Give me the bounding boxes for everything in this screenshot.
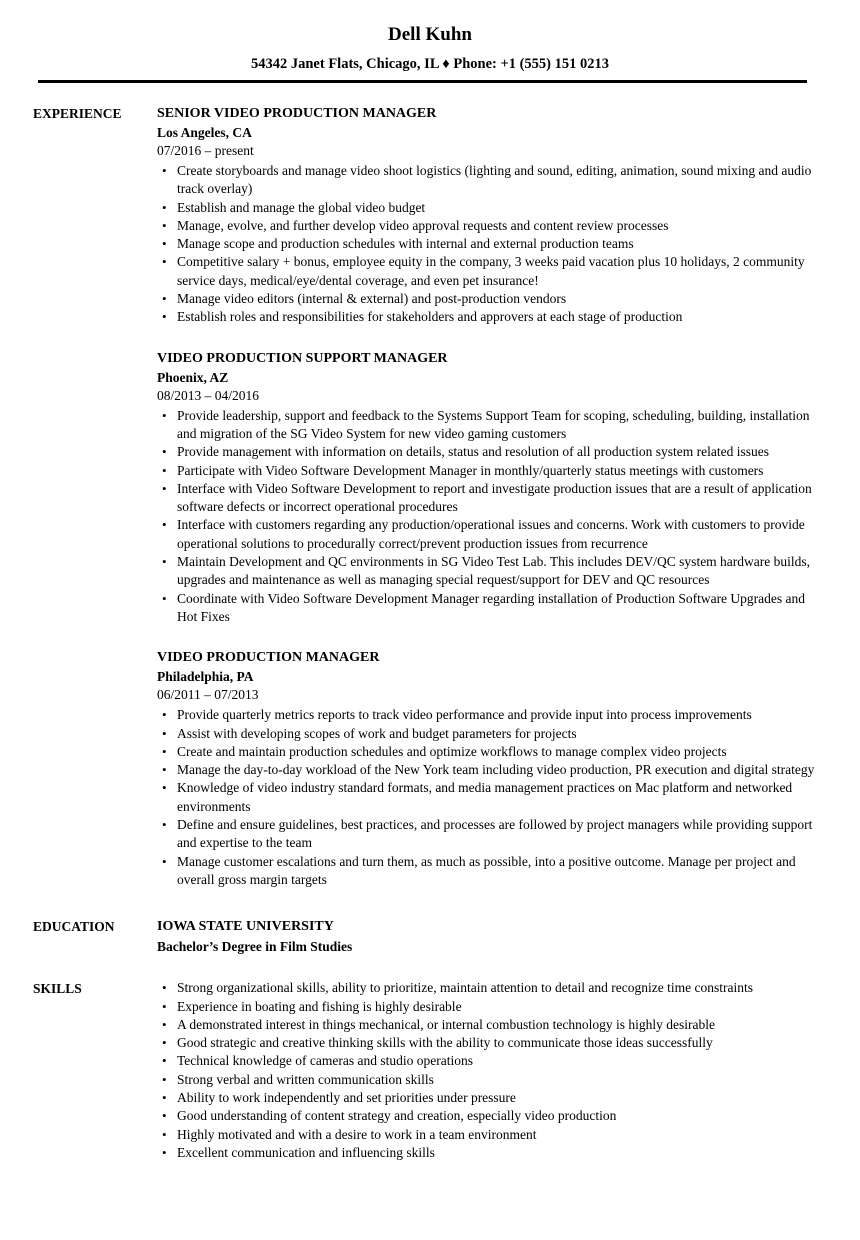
bullet-item: • A demonstrated interest in things mechanical, or internal combustion technology is highly desirable (177, 1016, 815, 1034)
bullet-item: • Strong verbal and written communication skills (177, 1071, 815, 1089)
bullet-item: • Highly motivated and with a desire to work in a team environment (177, 1126, 815, 1144)
header-divider (38, 80, 807, 83)
skills-content (157, 979, 860, 1162)
bullet-item: • Manage customer escalations and turn them, as much as possible, into a positive outcome. Manage per project and overall gross margin targets (177, 853, 815, 890)
bullet-item: • Establish and manage the global video budget (177, 199, 815, 217)
bullet-item: • Strong organizational skills, ability to prioritize, maintain attention to detail and recognize time constraints (177, 979, 815, 997)
bullet-item: • Coordinate with Video Software Development Manager regarding installation of Production Software Upgrades and Hot Fixes (177, 590, 815, 627)
job-location: Philadelphia, PA (157, 669, 254, 685)
bullet-item: • Manage video editors (internal & external) and post-production vendors (177, 290, 815, 308)
job-dates: 07/2016 – present (157, 143, 254, 158)
bullet-item: • Good understanding of content strategy and creation, especially video production (177, 1107, 815, 1125)
experience-section-label: EXPERIENCE (33, 106, 122, 121)
bullet-item: • Excellent communication and influencing skills (177, 1144, 815, 1162)
bullet-item: • Manage scope and production schedules with internal and external production teams (177, 235, 815, 253)
job-bullet-list (157, 162, 815, 327)
job-dates: 06/2011 – 07/2013 (157, 687, 259, 703)
bullet-item: • Experience in boating and fishing is highly desirable (177, 998, 815, 1016)
bullet-item: • Create storyboards and manage video shoot logistics (lighting and sound, editing, animation, sound mixing and audio track overlay) (177, 162, 815, 199)
education-section-label: EDUCATION (33, 919, 115, 935)
bullet-item: • Knowledge of video industry standard formats, and media management practices on Mac platform and networked environments (177, 779, 815, 816)
education-content (157, 917, 860, 957)
bullet-item: • Define and ensure guidelines, best practices, and processes are followed by project managers while providing support and expertise to the team (177, 816, 815, 853)
job-dates: 08/2013 – 04/2016 (157, 387, 260, 403)
job-title: SENIOR VIDEO PRODUCTION MANAGER (157, 106, 437, 121)
bullet-item: • Manage, evolve, and further develop video approval requests and content review processes (177, 217, 815, 235)
bullet-item: • Assist with developing scopes of work and budget parameters for projects (177, 725, 815, 743)
bullet-item: • Provide quarterly metrics reports to track video performance and provide input into process improvements (177, 706, 815, 724)
contact-line: 54342 Janet Flats, Chicago, IL ♦ Phone: +1 (555) 151 0213 (250, 56, 610, 72)
education-school: IOWA STATE UNIVERSITY (157, 919, 334, 935)
job-title: VIDEO PRODUCTION SUPPORT MANAGER (157, 350, 448, 366)
job-bullet-list (157, 407, 815, 627)
section-education (0, 917, 860, 957)
bullet-item: • Technical knowledge of cameras and studio operations (177, 1052, 815, 1070)
job-entry (157, 349, 815, 627)
bullet-item: • Provide leadership, support and feedback to the Systems Support Team for scoping, scheduling, building, installation and migration of the SG Video System for new video gaming customers (177, 407, 815, 444)
bullet-item: • Competitive salary + bonus, employee equity in the company, 3 weeks paid vacation plus 10 holidays, 2 community service days, medical/eye/dental coverage, and even pet insurance! (177, 253, 815, 290)
bullet-item: • Maintain Development and QC environments in SG Video Test Lab. This includes DEV/QC system hardware builds, upgrades and maintenance as well as managing special request/support for DEV and QC resources (177, 553, 815, 590)
section-skills (0, 979, 860, 1162)
resume-body (0, 104, 860, 1162)
job-entry (157, 104, 815, 327)
job-bullet-list (157, 706, 815, 889)
bullet-item: • Ability to work independently and set priorities under pressure (177, 1089, 815, 1107)
job-location: Los Angeles, CA (157, 125, 252, 140)
job-title: VIDEO PRODUCTION MANAGER (157, 650, 380, 666)
bullet-item: • Interface with customers regarding any production/operational issues and concerns. Work with customers to provide operational solutions to procedurally correct/prevent production issues from recurrence (177, 516, 815, 553)
bullet-item: • Manage the day-to-day workload of the New York team including video production, PR execution and digital strategy (177, 761, 815, 779)
bullet-item: • Interface with Video Software Development to report and investigate production issues that are a result of application software defects or incorrect operational procedures (177, 480, 815, 517)
bullet-item: • Participate with Video Software Development Manager in monthly/quarterly status meetings with customers (177, 462, 815, 480)
bullet-item: • Create and maintain production schedules and optimize workflows to manage complex video projects (177, 743, 815, 761)
experience-content (157, 104, 860, 889)
bullet-item: • Good strategic and creative thinking skills with the ability to communicate those ideas successfully (177, 1034, 815, 1052)
skills-label-column (0, 979, 157, 1162)
education-degree: Bachelor’s Degree in Film Studies (157, 939, 353, 955)
job-location: Phoenix, AZ (157, 369, 229, 385)
job-entry (157, 648, 815, 889)
candidate-name: Dell Kuhn (388, 24, 472, 45)
education-label-column (0, 917, 157, 957)
experience-label-column (0, 104, 157, 889)
bullet-item: • Establish roles and responsibilities for stakeholders and approvers at each stage of production (177, 308, 815, 326)
bullet-item: • Provide management with information on details, status and resolution of all production system related issues (177, 443, 815, 461)
skills-bullet-list (157, 979, 815, 1162)
section-experience (0, 104, 860, 889)
skills-section-label: SKILLS (33, 981, 82, 997)
